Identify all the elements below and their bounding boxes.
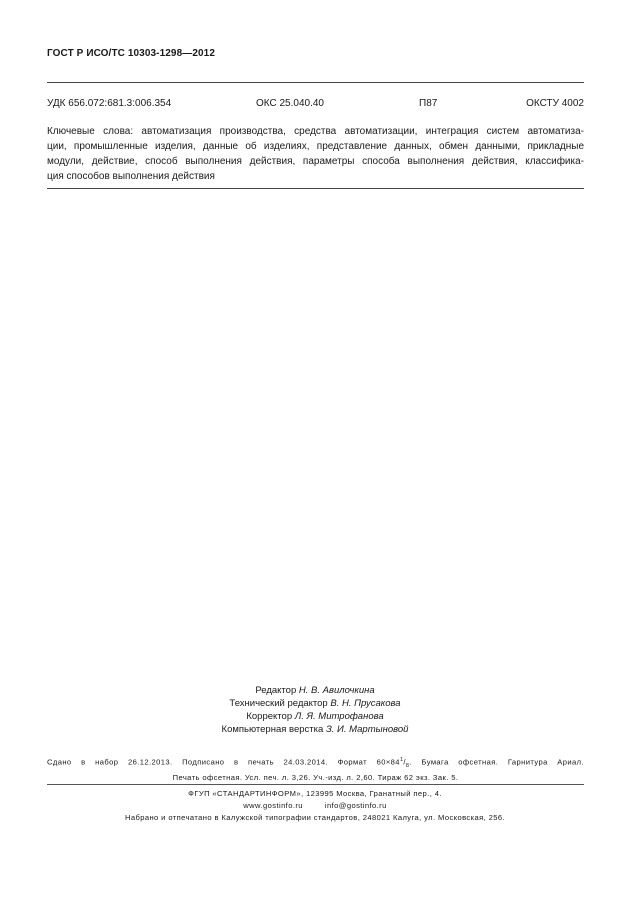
credit-person: Л. Я. Митрофанова (294, 711, 384, 722)
credit-layout (0, 723, 630, 736)
publisher-website: www.gostinfo.ru (243, 801, 303, 810)
credit-editor (0, 684, 630, 697)
print-details (47, 754, 584, 784)
keywords-line: модули, действие, способ выполнения действия, параметры способа выполнения действия, классифика- (47, 156, 584, 167)
classification-codes (47, 98, 584, 112)
udk-code: УДК 656.072:681.3:006.354 (47, 98, 172, 109)
credit-person: В. Н. Прусакова (330, 698, 401, 709)
print-details-line: Сдано в набор 26.12.2013. Подписано в печать 24.03.2014. Формат $60\times 84^1/_8$. Бумага офсетная. Гарнитура Ариал. (47, 757, 584, 770)
credit-person: З. И. Мартыновой (325, 724, 409, 735)
keywords-divider (47, 188, 584, 189)
keywords-line: ции, промышленные изделия, данные об изделиях, представление данных, обмен данными, прикладные (47, 141, 584, 152)
keywords-line: ция способов выполнения действия (47, 171, 215, 182)
print-details-part: . Бумага офсетная. Гарнитура Ариал. (409, 757, 584, 767)
print-details-part: Сдано в набор 26.12.2013. Подписано в печать 24.03.2014. Формат 60×84 (47, 757, 400, 767)
credit-role: Компьютерная верстка (221, 724, 324, 735)
oks-code: ОКС 25.040.40 (256, 98, 324, 109)
publisher-info (0, 788, 630, 824)
format-denominator: 8 (405, 763, 410, 770)
document-header (47, 48, 215, 59)
keywords-line: Ключевые слова: автоматизация производства, средства автоматизации, интеграция систем автоматиза- (47, 126, 584, 137)
format-numerator: 1 (399, 757, 404, 763)
print-details-line: Печать офсетная. Усл. печ. л. 3,26. Уч.-изд. л. 2,60. Тираж 62 экз. Зак. 5. (172, 773, 459, 783)
credit-person: Н. В. Авилочкина (298, 685, 375, 696)
credit-tech-editor (0, 697, 630, 710)
publisher-divider (47, 784, 584, 785)
editorial-credits (0, 684, 630, 736)
keywords-paragraph (47, 124, 584, 184)
p-code: П87 (419, 98, 438, 109)
printing-house: Набрано и отпечатано в Калужской типографии стандартов, 248021 Калуга, ул. Московская, 256. (124, 813, 506, 822)
okstu-code: ОКСТУ 4002 (526, 98, 584, 109)
standard-number: ГОСТ Р ИСО/ТС 10303-1298—2012 (47, 48, 215, 59)
publisher-address: ФГУП «СТАНДАРТИНФОРМ», 123995 Москва, Гранатный пер., 4. (188, 789, 442, 798)
top-divider (47, 82, 584, 83)
publisher-email: info@gostinfo.ru (324, 801, 387, 810)
publisher-contacts (0, 800, 630, 812)
credit-role: Технический редактор (229, 698, 328, 709)
credit-role: Редактор (255, 685, 297, 696)
credit-role: Корректор (246, 711, 293, 722)
credit-proofreader (0, 710, 630, 723)
